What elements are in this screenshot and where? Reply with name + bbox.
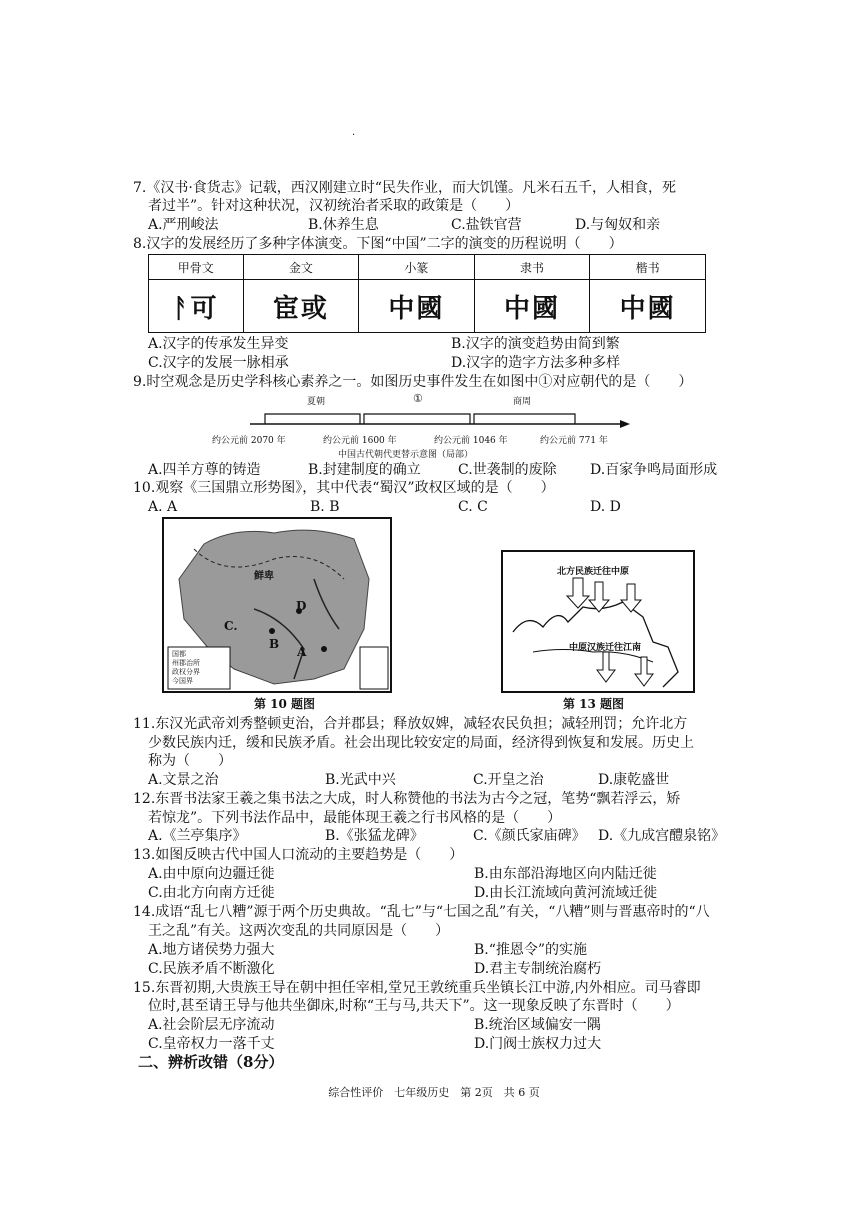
q12-option-d: D.《九成宫醴泉铭》 bbox=[598, 828, 726, 844]
timeline-date-1046: 约公元前 1046 年 bbox=[434, 436, 508, 446]
q11-option-b: B.光武中兴 bbox=[325, 772, 396, 788]
q12-option-c: C.《颜氏家庙碑》 bbox=[473, 828, 586, 844]
map-label-a: A bbox=[297, 645, 307, 659]
q13-option-d: D.由长江流域向黄河流域迁徙 bbox=[474, 885, 658, 901]
q14-stem-line1: 14.成语“乱七八糟”源于两个历史典故。“乱七”与“七国之乱”有关，“八糟”则与晋惠帝时的“八 bbox=[133, 904, 710, 920]
glyph-regular: 中國 bbox=[590, 280, 706, 333]
legend-prefecture: 州郡治所 bbox=[172, 659, 200, 667]
q7-option-c: C.盐铁官营 bbox=[451, 217, 522, 233]
q8-option-a: A.汉字的传承发生异变 bbox=[148, 336, 289, 352]
timeline-date-2070: 约公元前 2070 年 bbox=[212, 436, 286, 446]
q11-option-a: A.文景之治 bbox=[148, 772, 219, 788]
map-label-xianbei: 鲜卑 bbox=[254, 571, 274, 582]
timeline-period-1: ① bbox=[413, 392, 423, 405]
q15-option-a: A.社会阶层无序流动 bbox=[148, 1017, 275, 1033]
q11-stem-line1: 11.东汉光武帝刘秀整顿吏治，合并郡县；释放奴婢，减轻农民负担；减轻刑罚；允许北方 bbox=[133, 716, 688, 732]
glyph-bronze: 宦或 bbox=[243, 280, 359, 333]
timeline-period-shangzhou: 商周 bbox=[513, 397, 532, 407]
q15-option-d: D.门阀士族权力过大 bbox=[474, 1036, 602, 1052]
q11-option-c: C.开皇之治 bbox=[473, 772, 544, 788]
map-label-d: D bbox=[296, 599, 307, 613]
fig13-caption: 第 13 题图 bbox=[563, 697, 625, 711]
q8-option-c: C.汉字的发展一脉相承 bbox=[148, 355, 289, 371]
q7-stem-line1: 7.《汉书·食货志》记载，西汉刚建立时“民失作业，而大饥馑。凡米石五千，人相食，死 bbox=[133, 180, 676, 196]
q12-stem-line2: 若惊龙”。下列书法作品中，最能体现王羲之行书风格的是（ ） bbox=[148, 810, 562, 826]
q7-stem-line2: 者过半”。针对这种状况，汉初统治者采取的政策是（ ） bbox=[148, 198, 520, 214]
glyph-oracle: ᚨ可 bbox=[149, 280, 244, 333]
q9-stem: 9.时空观念是历史学科核心素养之一。如图历史事件发生在如图中①对应朝代的是（ ） bbox=[133, 374, 693, 390]
q9-option-d: D.百家争鸣局面形成 bbox=[590, 462, 718, 478]
migration-map bbox=[501, 550, 695, 693]
page-footer: 综合性评价 七年级历史 第 2页 共 6 页 bbox=[328, 1086, 540, 1099]
q15-stem-line2: 位时,甚至请王导与他共坐御床,时称“王与马,共天下”。这一现象反映了东晋时（ ） bbox=[148, 998, 680, 1014]
q8-option-d: D.汉字的造字方法多种多样 bbox=[451, 355, 621, 371]
q7-option-d: D.与匈奴和亲 bbox=[575, 217, 661, 233]
label-south-migration: 中原汉族迁往江南 bbox=[569, 643, 642, 653]
q13-option-c: C.由北方向南方迁徙 bbox=[148, 885, 275, 901]
label-north-migration: 北方民族迁往中原 bbox=[557, 567, 630, 577]
q13-option-a: A.由中原向边疆迁徙 bbox=[148, 866, 275, 882]
map-label-b: B bbox=[269, 637, 280, 651]
timeline-date-771: 约公元前 771 年 bbox=[540, 436, 608, 446]
q14-option-d: D.君主专制统治腐朽 bbox=[474, 961, 602, 977]
q8-stem: 8.汉字的发展经历了多种字体演变。下图“中国”二字的演变的历程说明（ ） bbox=[133, 236, 623, 252]
page-dot: . bbox=[352, 127, 356, 138]
q11-stem-line2: 少数民族内迁，缓和民族矛盾。社会出现比较安定的局面，经济得到恢复和发展。历史上 bbox=[148, 735, 694, 751]
q15-option-c: C.皇帝权力一落千丈 bbox=[148, 1036, 275, 1052]
section2-heading: 二、辨析改错（8分） bbox=[138, 1053, 284, 1071]
header-seal: 小篆 bbox=[359, 255, 475, 280]
q10-option-d: D. D bbox=[590, 499, 621, 515]
map-label-c: C. bbox=[224, 619, 238, 633]
header-oracle: 甲骨文 bbox=[149, 255, 244, 280]
timeline-caption: 中国古代朝代更替示意图（局部） bbox=[338, 450, 474, 460]
legend-modern-border: 今国界 bbox=[172, 677, 193, 685]
q10-option-b: B. B bbox=[310, 499, 340, 515]
q12-stem-line1: 12.东晋书法家王羲之集书法之大成，时人称赞他的书法为古今之冠，笔势“飘若浮云，矫 bbox=[133, 791, 681, 807]
legend-boundary: 政权分界 bbox=[172, 668, 200, 676]
q11-stem-line3: 称为（ ） bbox=[148, 753, 232, 769]
timeline-period-xia: 夏朝 bbox=[307, 397, 326, 407]
header-regular: 楷书 bbox=[590, 255, 706, 280]
q10-option-a: A. A bbox=[148, 499, 178, 515]
glyph-seal: 中國 bbox=[359, 280, 475, 333]
q11-option-d: D.康乾盛世 bbox=[598, 772, 670, 788]
q14-stem-line2: 王之乱”有关。这两次变乱的共同原因是（ ） bbox=[148, 923, 450, 939]
q14-option-a: A.地方诸侯势力强大 bbox=[148, 942, 275, 958]
q13-stem: 13.如图反映古代中国人口流动的主要趋势是（ ） bbox=[133, 847, 464, 863]
timeline-date-1600: 约公元前 1600 年 bbox=[323, 436, 397, 446]
q15-option-b: B.统治区域偏安一隅 bbox=[474, 1017, 601, 1033]
q9-option-c: C.世袭制的废除 bbox=[458, 462, 557, 478]
script-evolution-table bbox=[148, 254, 706, 333]
legend-capital: 国都 bbox=[172, 650, 186, 658]
q14-option-b: B.“推恩令”的实施 bbox=[474, 942, 588, 958]
q12-option-a: A.《兰亭集序》 bbox=[148, 828, 247, 844]
q9-option-b: B.封建制度的确立 bbox=[308, 462, 421, 478]
header-bronze: 金文 bbox=[243, 255, 359, 280]
q7-option-b: B.休养生息 bbox=[308, 217, 379, 233]
map-legend bbox=[172, 650, 200, 686]
q9-option-a: A.四羊方尊的铸造 bbox=[148, 462, 261, 478]
q7-option-a: A.严刑峻法 bbox=[148, 217, 219, 233]
q14-option-c: C.民族矛盾不断激化 bbox=[148, 961, 275, 977]
q15-stem-line1: 15.东晋初期,大贵族王导在朝中担任宰相,堂兄王敦统重兵坐镇长江中游,内外相应。司马睿即 bbox=[133, 980, 701, 996]
q13-option-b: B.由东部沿海地区向内陆迁徙 bbox=[474, 866, 657, 882]
q12-option-b: B.《张猛龙碑》 bbox=[325, 828, 424, 844]
q10-option-c: C. C bbox=[458, 499, 488, 515]
three-kingdoms-map bbox=[162, 517, 392, 693]
glyph-clerical: 中國 bbox=[474, 280, 590, 333]
header-clerical: 隶书 bbox=[474, 255, 590, 280]
q10-stem: 10.观察《三国鼎立形势图》，其中代表“蜀汉”政权区域的是（ ） bbox=[133, 480, 555, 496]
q8-option-b: B.汉字的演变趋势由简到繁 bbox=[451, 336, 620, 352]
fig10-caption: 第 10 题图 bbox=[254, 697, 316, 711]
